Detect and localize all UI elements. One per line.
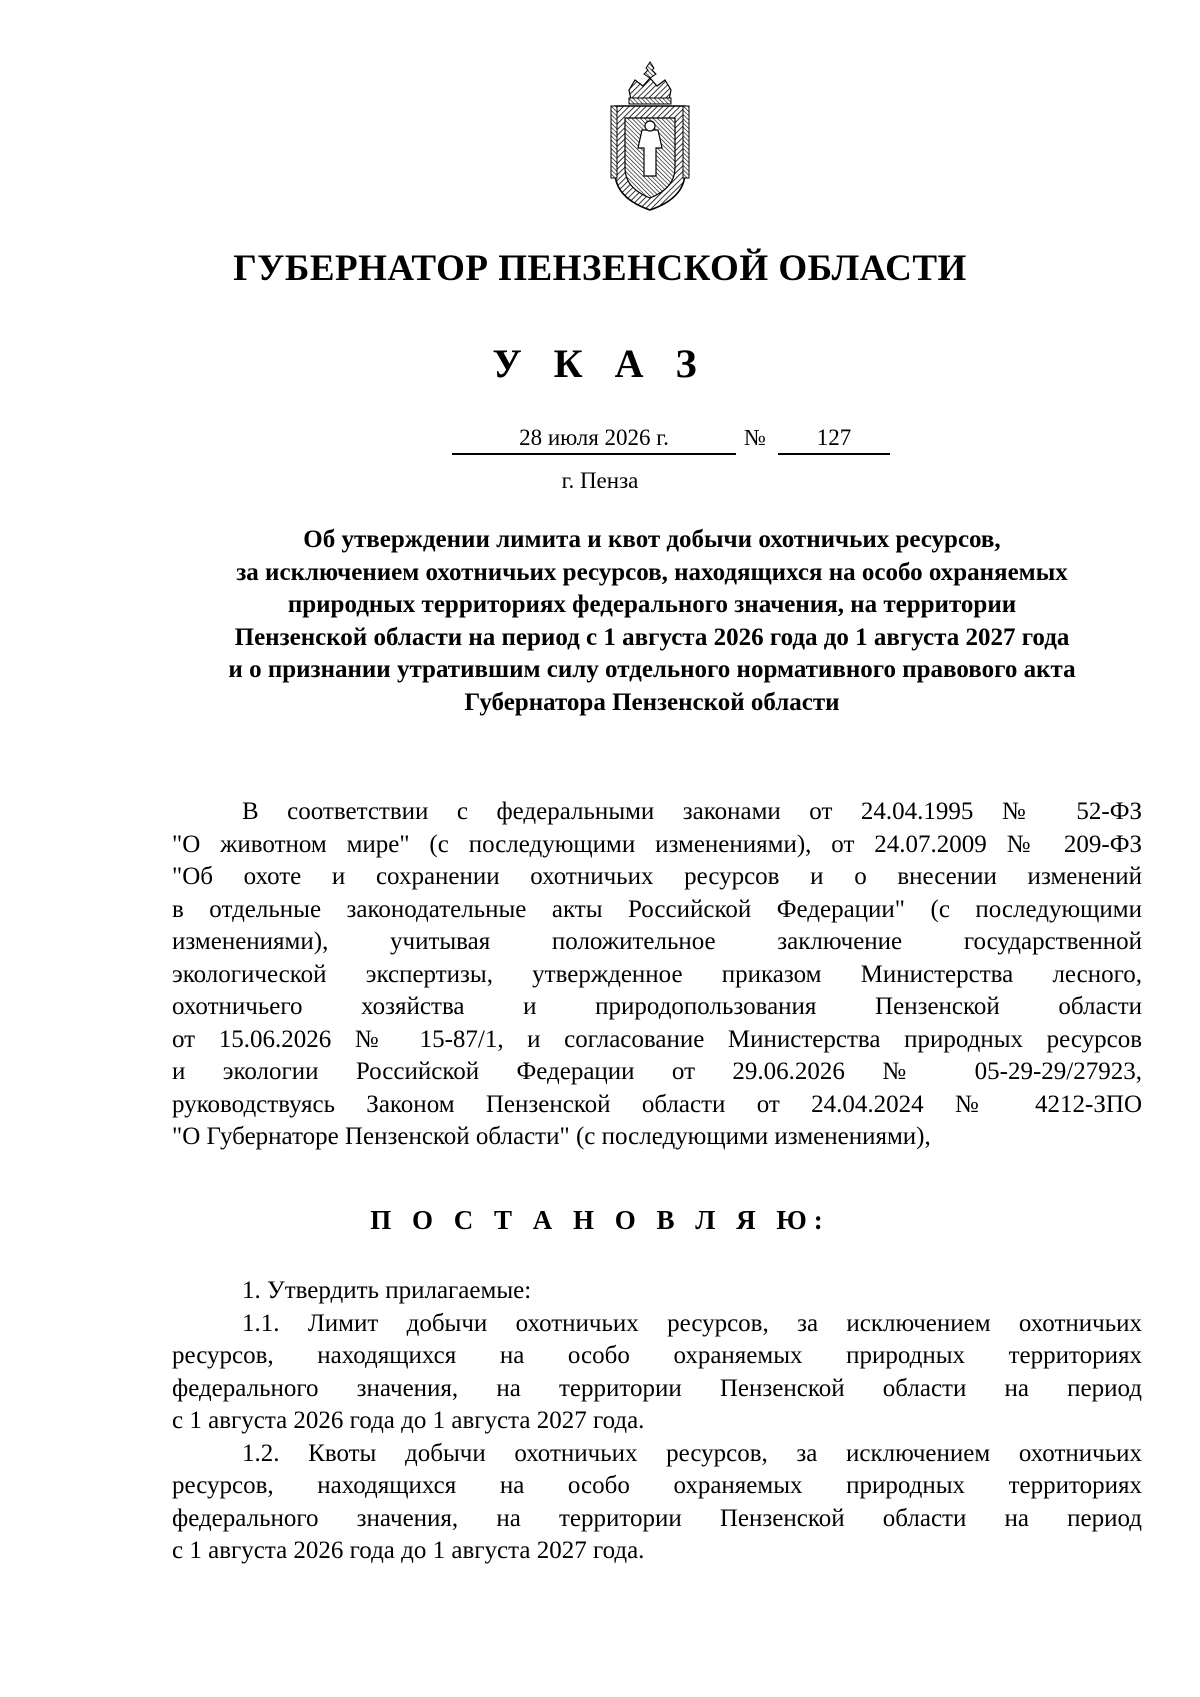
document-title <box>172 524 1132 719</box>
title-line: и о признании утратившим силу отдельного нормативного правового акта <box>228 656 1076 683</box>
item-1-2-line: федерального значения, на территории Пензенской области на период <box>172 1504 1142 1532</box>
issuing-authority: ГУБЕРНАТОР ПЕНЗЕНСКОЙ ОБЛАСТИ <box>233 248 967 289</box>
title-line: Об утверждении лимита и квот добычи охотничьих ресурсов, <box>303 526 1001 553</box>
decree-items <box>172 1275 1142 1568</box>
document-city: г. Пенза <box>561 468 639 493</box>
item-1-1-line: с 1 августа 2026 года до 1 августа 2027 года. <box>172 1407 645 1434</box>
preamble-line: от 15.06.2026 № 15-87/1, и согласование Министерства природных ресурсов <box>172 1025 1142 1053</box>
preamble-line: руководствуясь Законом Пензенской области от 24.04.2024 № 4212-ЗПО <box>172 1090 1142 1118</box>
item-1-1-line: ресурсов, находящихся на особо охраняемых природных территориях <box>172 1342 1142 1369</box>
preamble-line: "О Губернаторе Пензенской области" (с последующими изменениями), <box>172 1123 931 1150</box>
item-1-1-line: 1.1. Лимит добычи охотничьих ресурсов, за исключением охотничьих <box>242 1309 1142 1337</box>
item-1-2-line: с 1 августа 2026 года до 1 августа 2027 года. <box>172 1537 645 1564</box>
penza-oblast-coat-of-arms-icon <box>607 60 693 212</box>
title-line: Губернатора Пензенской области <box>464 688 840 716</box>
preamble-line: изменениями), учитывая положительное заключение государственной <box>172 928 1142 955</box>
decree-heading: П О С Т А Н О В Л Я Ю: <box>370 1205 830 1235</box>
preamble-line: и экологии Российской Федерации от 29.06.2026 № 05-29-29/27923, <box>172 1058 1142 1085</box>
item-1: 1. Утвердить прилагаемые: <box>242 1277 532 1304</box>
preamble-line: в отдельные законодательные акты Российской Федерации" (с последующими <box>172 895 1142 923</box>
document-date: 28 июля 2026 г. <box>452 423 736 455</box>
item-1-2-line: 1.2. Квоты добычи охотничьих ресурсов, за исключением охотничьих <box>242 1439 1142 1467</box>
item-1-1-line: федерального значения, на территории Пензенской области на период <box>172 1374 1142 1402</box>
item-1-2-line: ресурсов, находящихся на особо охраняемых природных территориях <box>172 1472 1142 1499</box>
preamble-line: "О животном мире" (с последующими изменениями), от 24.07.2009 № 209-ФЗ <box>172 830 1142 858</box>
document-type: У К А З <box>492 341 708 386</box>
preamble-paragraph <box>172 796 1142 1154</box>
preamble-line: экологической экспертизы, утвержденное приказом Министерства лесного, <box>172 960 1142 988</box>
document-number: 127 <box>778 423 890 455</box>
preamble-line: В соответствии с федеральными законами от 24.04.1995 № 52-ФЗ <box>242 798 1142 825</box>
preamble-line: "Об охоте и сохранении охотничьих ресурсов и о внесении изменений <box>172 863 1142 890</box>
title-line: за исключением охотничьих ресурсов, находящихся на особо охраняемых <box>236 558 1068 586</box>
preamble-line: охотничьего хозяйства и природопользования Пензенской области <box>172 993 1142 1020</box>
title-line: Пензенской области на период с 1 августа 2026 года до 1 августа 2027 года <box>234 623 1070 651</box>
number-sign: № <box>744 425 766 450</box>
title-line: природных территориях федерального значения, на территории <box>287 591 1017 618</box>
